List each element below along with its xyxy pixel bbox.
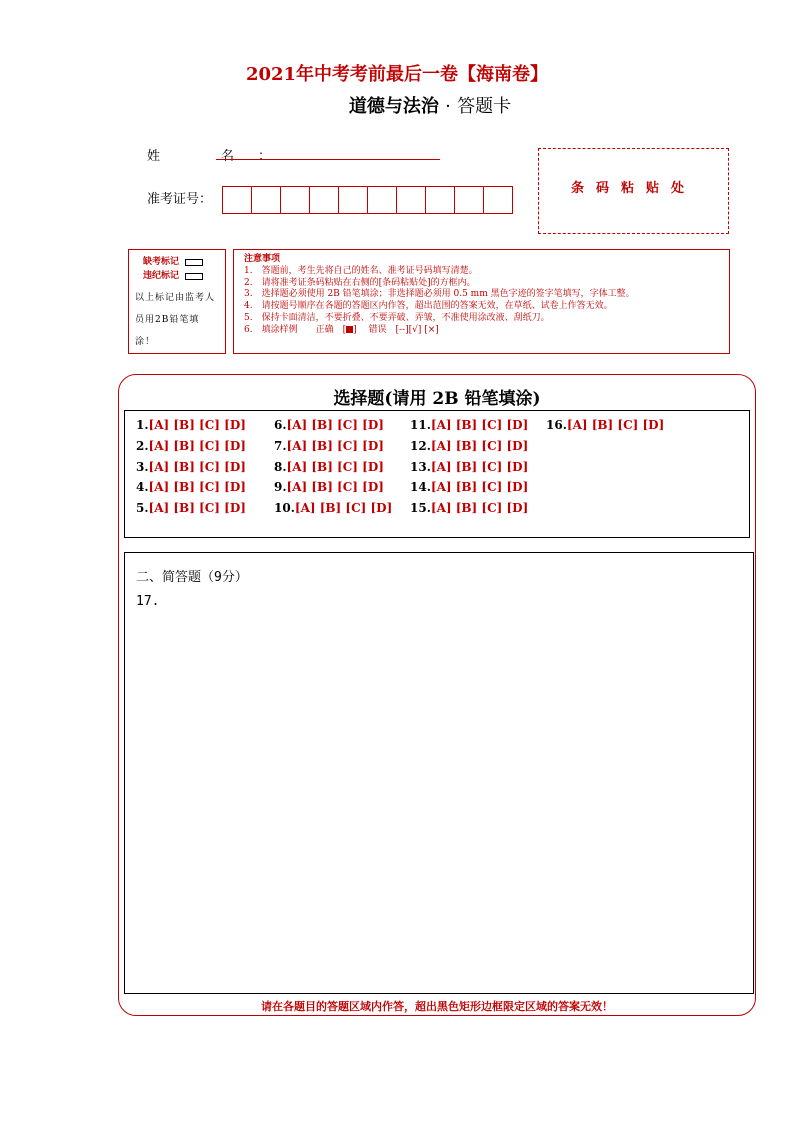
mc-question[interactable]	[546, 418, 664, 439]
footer-warning: 请在各题目的答题区域内作答，超出黑色矩形边框限定区域的答案无效！	[261, 1000, 613, 1013]
mc-question-number: 3.	[136, 459, 149, 474]
exam-id-digit-box[interactable]	[455, 187, 484, 213]
mc-question-number: 10.	[274, 501, 295, 516]
mc-question[interactable]	[136, 480, 246, 501]
mc-options[interactable]: [A] [B] [C] [D]	[430, 459, 529, 474]
mc-options[interactable]: [A] [B] [C] [D]	[148, 438, 246, 453]
mc-options[interactable]: [A] [B] [C] [D]	[430, 501, 529, 516]
mc-options[interactable]: [A] [B] [C] [D]	[286, 480, 384, 495]
name-label: 姓 名：	[147, 149, 272, 164]
exam-id-label: 准考证号：	[147, 192, 213, 207]
violation-mark-label: 违纪标记	[143, 271, 180, 281]
mc-question[interactable]	[274, 418, 392, 439]
mc-question[interactable]	[274, 501, 392, 522]
exam-id-digit-box[interactable]	[310, 187, 339, 213]
multiple-choice-title: 选择题(请用 2B 铅笔填涂)	[333, 389, 541, 409]
mc-question-number: 7.	[274, 438, 287, 453]
violation-mark-checkbox[interactable]	[185, 273, 203, 280]
notice-list	[244, 266, 719, 325]
mc-question[interactable]	[136, 439, 246, 460]
mc-column	[136, 418, 246, 522]
subject-name: 道德与法治	[348, 96, 439, 117]
mc-question[interactable]	[274, 439, 392, 460]
exam-title: 2021年中考考前最后一卷【海南卷】	[245, 64, 549, 85]
mc-question-number: 1.	[136, 418, 149, 432]
mc-column	[546, 418, 664, 439]
mc-options[interactable]: [A] [B] [C] [D]	[430, 480, 529, 495]
mc-question-number: 14.	[410, 480, 431, 495]
mc-options[interactable]: [A] [B] [C] [D]	[148, 501, 246, 516]
mc-column	[274, 418, 392, 522]
mc-options[interactable]: [A] [B] [C] [D]	[294, 501, 393, 516]
mc-options[interactable]: [A] [B] [C] [D]	[430, 418, 529, 432]
mc-question[interactable]	[136, 418, 246, 439]
notice-item: 4. 请按题号顺序在各题的答题区内作答，超出范围的答案无效，在草纸、试卷上作答无效。	[244, 301, 613, 312]
mc-question-number: 9.	[274, 480, 287, 495]
mc-question-number: 12.	[410, 438, 431, 453]
marks-note: 以上标记由监考人员用2B铅笔填涂！	[135, 293, 216, 347]
mc-options[interactable]: [A] [B] [C] [D]	[286, 438, 384, 453]
title-separator: ·	[445, 96, 451, 117]
mc-column	[410, 418, 528, 522]
mc-question-number: 4.	[136, 480, 149, 495]
mc-options[interactable]: [A] [B] [C] [D]	[148, 480, 246, 495]
exam-id-digit-box[interactable]	[368, 187, 397, 213]
exam-id-field[interactable]	[222, 186, 513, 214]
exam-id-digit-box[interactable]	[426, 187, 455, 213]
notice-item: 3. 选择题必须使用 2B 铅笔填涂；非选择题必须用 0.5 mm 黑色字迹的签字笔填写，字体工整。	[244, 289, 635, 300]
barcode-area: 条码粘贴处	[538, 148, 729, 234]
mc-question-number: 15.	[410, 501, 431, 516]
exam-id-digit-box[interactable]	[484, 187, 512, 213]
absent-mark-row	[135, 255, 219, 269]
short-answer-box[interactable]	[124, 552, 754, 994]
mc-options[interactable]: [A] [B] [C] [D]	[148, 459, 246, 474]
card-name: 答题卡	[457, 96, 512, 117]
absent-mark-checkbox[interactable]	[185, 259, 203, 266]
notice-item: 1. 答题前，考生先将自己的姓名、准考证号码填写清楚。	[244, 265, 478, 276]
mc-question[interactable]	[410, 439, 528, 460]
exam-id-digit-box[interactable]	[223, 187, 252, 213]
exam-id-digit-box[interactable]	[281, 187, 310, 213]
fill-sample: 6. 填涂样例 正确 [ ] 错误 [--][√] [×]	[244, 324, 439, 335]
mc-question-number: 8.	[274, 459, 287, 474]
exam-id-digit-box[interactable]	[397, 187, 426, 213]
mc-question[interactable]	[410, 501, 528, 522]
mc-question-number: 16.	[546, 418, 567, 432]
exam-id-digit-box[interactable]	[252, 187, 281, 213]
mc-question[interactable]	[410, 418, 528, 439]
notice-title: 注意事项	[244, 254, 281, 264]
notice-item: 2. 请将准考证条码粘贴在右侧的[条码粘贴处]的方框内。	[244, 277, 476, 288]
mc-question[interactable]	[274, 480, 392, 501]
mc-question[interactable]	[410, 460, 528, 481]
notice-item: 5. 保持卡面清洁，不要折叠、不要弄破、弄皱，不准使用涂改液、刮纸刀。	[244, 312, 550, 323]
mc-options[interactable]: [A] [B] [C] [D]	[286, 459, 384, 474]
short-answer-title: 二、简答题（9分）	[136, 570, 248, 585]
mc-question[interactable]	[136, 460, 246, 481]
mc-question-number: 5.	[136, 501, 149, 516]
mc-options[interactable]: [A] [B] [C] [D]	[286, 418, 384, 432]
mc-question[interactable]	[274, 460, 392, 481]
card-title	[0, 92, 794, 118]
mc-question-number: 11.	[410, 418, 431, 432]
marks-box	[128, 249, 226, 354]
mc-question-number: 2.	[136, 438, 149, 453]
mc-question-number: 13.	[410, 459, 431, 474]
mc-options[interactable]: [A] [B] [C] [D]	[148, 418, 246, 432]
absent-mark-label: 缺考标记	[143, 257, 180, 267]
mc-options[interactable]: [A] [B] [C] [D]	[430, 438, 529, 453]
name-field[interactable]	[216, 159, 440, 160]
notice-box	[233, 249, 730, 354]
mc-options[interactable]: [A] [B] [C] [D]	[566, 418, 665, 432]
violation-mark-row	[135, 269, 219, 283]
mc-question[interactable]	[136, 501, 246, 522]
question-17-number: 17.	[136, 594, 160, 609]
mc-question-number: 6.	[274, 418, 287, 432]
exam-id-digit-box[interactable]	[339, 187, 368, 213]
mc-question[interactable]	[410, 480, 528, 501]
